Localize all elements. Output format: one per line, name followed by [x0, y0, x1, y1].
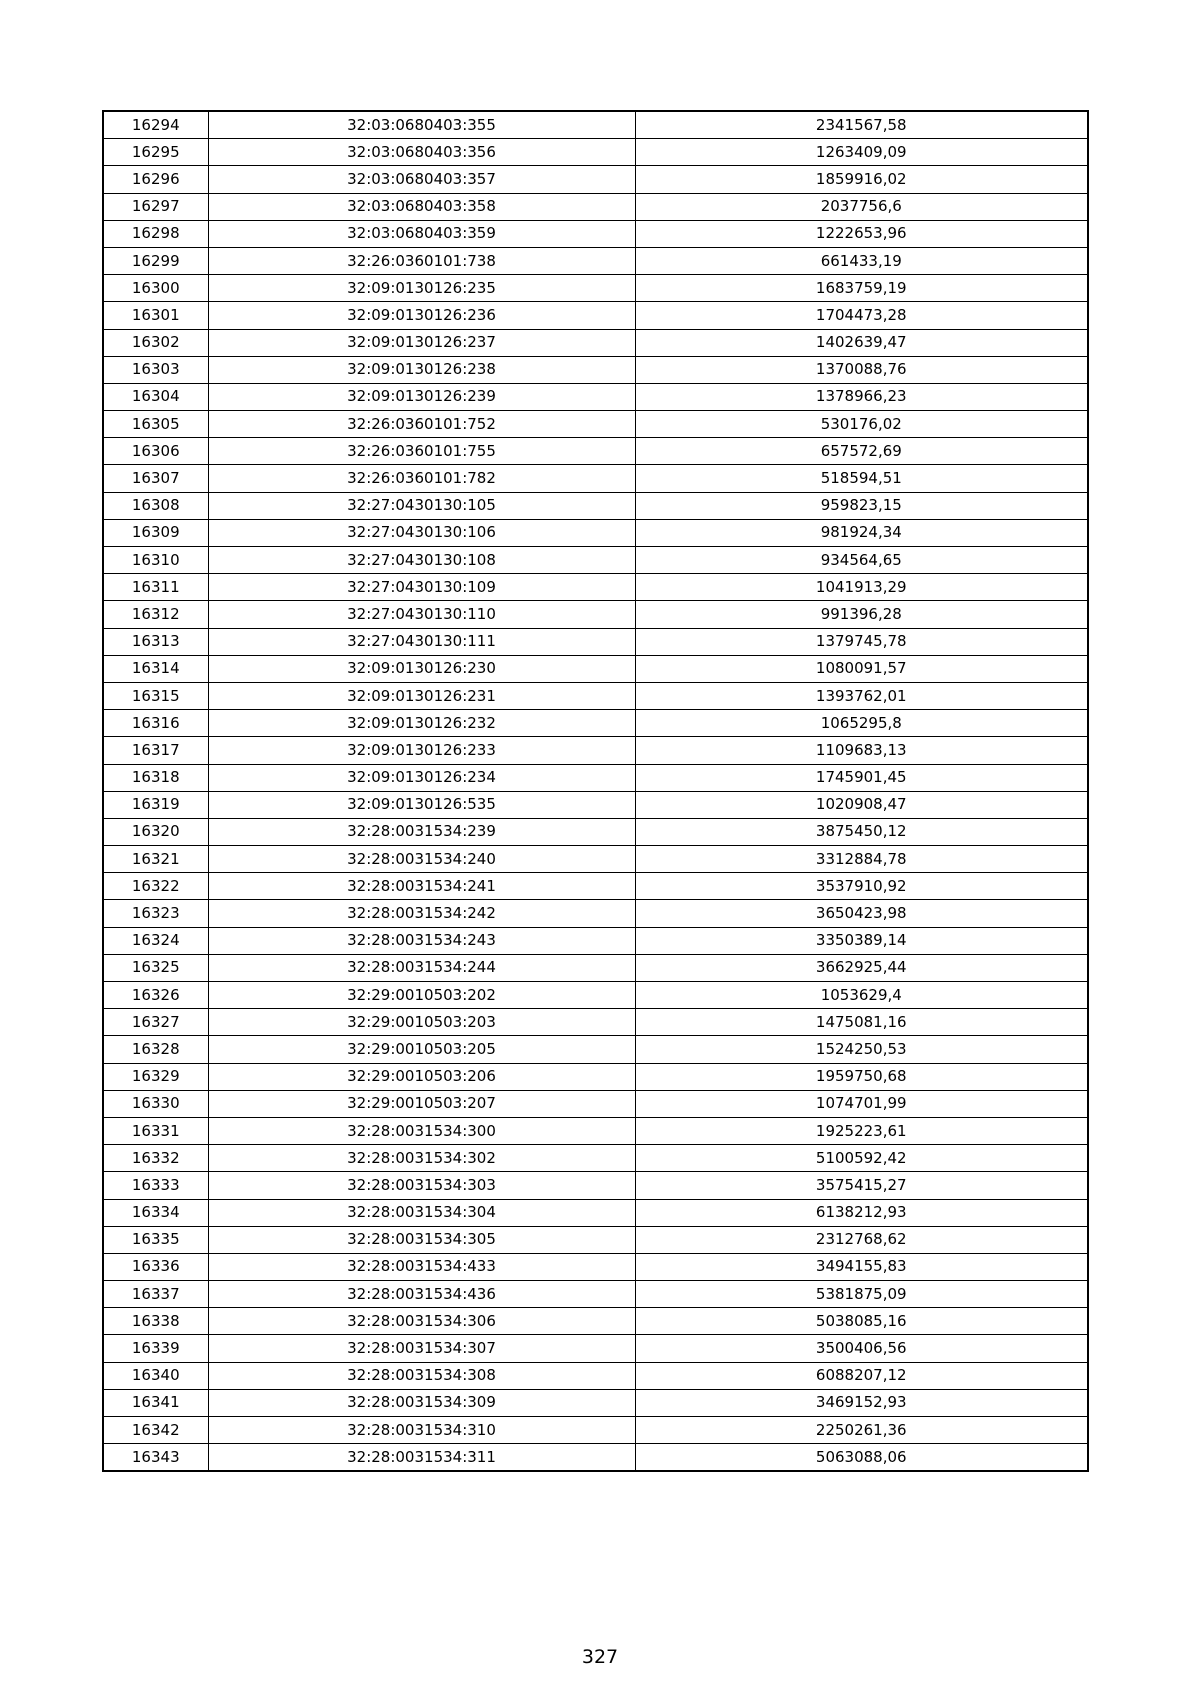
table-row [103, 1389, 1088, 1416]
row-number-cell: 16308 [103, 492, 208, 519]
value-cell: 1074701,99 [635, 1090, 1088, 1117]
table-row [103, 1036, 1088, 1063]
value-cell: 1745901,45 [635, 764, 1088, 791]
cadastral-number-cell: 32:28:0031534:306 [208, 1308, 635, 1335]
cadastral-number-cell: 32:28:0031534:242 [208, 900, 635, 927]
table-row [103, 275, 1088, 302]
row-number-cell: 16328 [103, 1036, 208, 1063]
value-cell: 6088207,12 [635, 1362, 1088, 1389]
value-cell: 1475081,16 [635, 1009, 1088, 1036]
row-number-cell: 16338 [103, 1308, 208, 1335]
cadastral-number-cell: 32:26:0360101:738 [208, 247, 635, 274]
cadastral-number-cell: 32:03:0680403:357 [208, 166, 635, 193]
value-cell: 3350389,14 [635, 927, 1088, 954]
cadastral-number-cell: 32:29:0010503:206 [208, 1063, 635, 1090]
value-cell: 2037756,6 [635, 193, 1088, 220]
cadastral-number-cell: 32:29:0010503:203 [208, 1009, 635, 1036]
row-number-cell: 16337 [103, 1281, 208, 1308]
cadastral-number-cell: 32:29:0010503:207 [208, 1090, 635, 1117]
table-row [103, 764, 1088, 791]
value-cell: 5063088,06 [635, 1444, 1088, 1472]
cadastral-number-cell: 32:26:0360101:782 [208, 465, 635, 492]
value-cell: 1683759,19 [635, 275, 1088, 302]
table-row [103, 1308, 1088, 1335]
table-body [103, 111, 1088, 1471]
row-number-cell: 16316 [103, 710, 208, 737]
row-number-cell: 16320 [103, 818, 208, 845]
value-cell: 1524250,53 [635, 1036, 1088, 1063]
row-number-cell: 16298 [103, 220, 208, 247]
table-row [103, 519, 1088, 546]
value-cell: 959823,15 [635, 492, 1088, 519]
table-row [103, 1335, 1088, 1362]
table-row [103, 655, 1088, 682]
value-cell: 518594,51 [635, 465, 1088, 492]
row-number-cell: 16312 [103, 601, 208, 628]
cadastral-number-cell: 32:28:0031534:244 [208, 954, 635, 981]
value-cell: 5100592,42 [635, 1145, 1088, 1172]
row-number-cell: 16322 [103, 873, 208, 900]
cadastral-number-cell: 32:09:0130126:233 [208, 737, 635, 764]
cadastral-number-cell: 32:28:0031534:303 [208, 1172, 635, 1199]
value-cell: 3662925,44 [635, 954, 1088, 981]
table-row [103, 1009, 1088, 1036]
value-cell: 3500406,56 [635, 1335, 1088, 1362]
cadastral-number-cell: 32:28:0031534:310 [208, 1417, 635, 1444]
value-cell: 6138212,93 [635, 1199, 1088, 1226]
value-cell: 1065295,8 [635, 710, 1088, 737]
table-row [103, 302, 1088, 329]
row-number-cell: 16299 [103, 247, 208, 274]
cadastral-number-cell: 32:27:0430130:109 [208, 574, 635, 601]
cadastral-number-cell: 32:28:0031534:241 [208, 873, 635, 900]
table-row [103, 873, 1088, 900]
row-number-cell: 16301 [103, 302, 208, 329]
row-number-cell: 16296 [103, 166, 208, 193]
value-cell: 1370088,76 [635, 356, 1088, 383]
table-row [103, 1172, 1088, 1199]
table-row [103, 818, 1088, 845]
row-number-cell: 16305 [103, 411, 208, 438]
row-number-cell: 16329 [103, 1063, 208, 1090]
table-row [103, 220, 1088, 247]
table-row [103, 329, 1088, 356]
value-cell: 3469152,93 [635, 1389, 1088, 1416]
cadastral-number-cell: 32:26:0360101:755 [208, 438, 635, 465]
value-cell: 5038085,16 [635, 1308, 1088, 1335]
row-number-cell: 16342 [103, 1417, 208, 1444]
value-cell: 1393762,01 [635, 682, 1088, 709]
row-number-cell: 16317 [103, 737, 208, 764]
value-cell: 3312884,78 [635, 846, 1088, 873]
row-number-cell: 16309 [103, 519, 208, 546]
table-row [103, 193, 1088, 220]
cadastral-number-cell: 32:09:0130126:234 [208, 764, 635, 791]
value-cell: 3494155,83 [635, 1253, 1088, 1280]
table-row [103, 1226, 1088, 1253]
row-number-cell: 16326 [103, 982, 208, 1009]
cadastral-number-cell: 32:27:0430130:105 [208, 492, 635, 519]
table-row [103, 954, 1088, 981]
table-row [103, 1199, 1088, 1226]
table-row [103, 574, 1088, 601]
table-row [103, 1117, 1088, 1144]
table-row [103, 982, 1088, 1009]
value-cell: 1859916,02 [635, 166, 1088, 193]
value-cell: 5381875,09 [635, 1281, 1088, 1308]
row-number-cell: 16336 [103, 1253, 208, 1280]
value-cell: 1263409,09 [635, 139, 1088, 166]
cadastral-number-cell: 32:27:0430130:106 [208, 519, 635, 546]
row-number-cell: 16294 [103, 111, 208, 139]
row-number-cell: 16334 [103, 1199, 208, 1226]
row-number-cell: 16295 [103, 139, 208, 166]
cadastral-number-cell: 32:09:0130126:535 [208, 791, 635, 818]
table-row [103, 737, 1088, 764]
table-row [103, 1063, 1088, 1090]
table-row [103, 492, 1088, 519]
table-row [103, 1444, 1088, 1472]
cadastral-number-cell: 32:28:0031534:309 [208, 1389, 635, 1416]
cadastral-number-cell: 32:28:0031534:302 [208, 1145, 635, 1172]
row-number-cell: 16307 [103, 465, 208, 492]
cadastral-number-cell: 32:03:0680403:358 [208, 193, 635, 220]
value-cell: 3537910,92 [635, 873, 1088, 900]
row-number-cell: 16318 [103, 764, 208, 791]
cadastral-number-cell: 32:09:0130126:236 [208, 302, 635, 329]
cadastral-number-cell: 32:28:0031534:239 [208, 818, 635, 845]
cadastral-number-cell: 32:26:0360101:752 [208, 411, 635, 438]
cadastral-number-cell: 32:09:0130126:237 [208, 329, 635, 356]
value-cell: 1053629,4 [635, 982, 1088, 1009]
table-row [103, 628, 1088, 655]
row-number-cell: 16324 [103, 927, 208, 954]
value-cell: 2312768,62 [635, 1226, 1088, 1253]
row-number-cell: 16300 [103, 275, 208, 302]
table-row [103, 1145, 1088, 1172]
table-row [103, 547, 1088, 574]
table-row [103, 601, 1088, 628]
cadastral-number-cell: 32:29:0010503:205 [208, 1036, 635, 1063]
row-number-cell: 16315 [103, 682, 208, 709]
row-number-cell: 16325 [103, 954, 208, 981]
cadastral-number-cell: 32:03:0680403:356 [208, 139, 635, 166]
cadastral-number-cell: 32:09:0130126:239 [208, 383, 635, 410]
value-cell: 934564,65 [635, 547, 1088, 574]
row-number-cell: 16339 [103, 1335, 208, 1362]
row-number-cell: 16327 [103, 1009, 208, 1036]
value-cell: 3575415,27 [635, 1172, 1088, 1199]
row-number-cell: 16319 [103, 791, 208, 818]
value-cell: 3650423,98 [635, 900, 1088, 927]
row-number-cell: 16323 [103, 900, 208, 927]
value-cell: 1222653,96 [635, 220, 1088, 247]
cadastral-number-cell: 32:03:0680403:359 [208, 220, 635, 247]
table-row [103, 383, 1088, 410]
value-cell: 1020908,47 [635, 791, 1088, 818]
cadastral-number-cell: 32:09:0130126:230 [208, 655, 635, 682]
value-cell: 661433,19 [635, 247, 1088, 274]
table-row [103, 465, 1088, 492]
row-number-cell: 16343 [103, 1444, 208, 1472]
table-row [103, 1417, 1088, 1444]
cadastral-number-cell: 32:28:0031534:311 [208, 1444, 635, 1472]
row-number-cell: 16311 [103, 574, 208, 601]
cadastral-number-cell: 32:29:0010503:202 [208, 982, 635, 1009]
cadastral-number-cell: 32:28:0031534:436 [208, 1281, 635, 1308]
cadastral-number-cell: 32:09:0130126:232 [208, 710, 635, 737]
row-number-cell: 16304 [103, 383, 208, 410]
row-number-cell: 16313 [103, 628, 208, 655]
row-number-cell: 16331 [103, 1117, 208, 1144]
value-cell: 991396,28 [635, 601, 1088, 628]
table-row [103, 791, 1088, 818]
value-cell: 1959750,68 [635, 1063, 1088, 1090]
table-row [103, 1362, 1088, 1389]
row-number-cell: 16297 [103, 193, 208, 220]
row-number-cell: 16314 [103, 655, 208, 682]
row-number-cell: 16321 [103, 846, 208, 873]
table-row [103, 900, 1088, 927]
row-number-cell: 16302 [103, 329, 208, 356]
data-table [102, 110, 1089, 1472]
page-number: 327 [581, 1646, 619, 1668]
table-row [103, 111, 1088, 139]
table-row [103, 139, 1088, 166]
value-cell: 981924,34 [635, 519, 1088, 546]
cadastral-number-cell: 32:27:0430130:111 [208, 628, 635, 655]
cadastral-number-cell: 32:09:0130126:235 [208, 275, 635, 302]
row-number-cell: 16340 [103, 1362, 208, 1389]
value-cell: 530176,02 [635, 411, 1088, 438]
cadastral-number-cell: 32:09:0130126:231 [208, 682, 635, 709]
table-row [103, 927, 1088, 954]
row-number-cell: 16341 [103, 1389, 208, 1416]
cadastral-number-cell: 32:27:0430130:108 [208, 547, 635, 574]
cadastral-number-cell: 32:28:0031534:240 [208, 846, 635, 873]
table-row [103, 1281, 1088, 1308]
value-cell: 2341567,58 [635, 111, 1088, 139]
table-row [103, 1253, 1088, 1280]
value-cell: 1925223,61 [635, 1117, 1088, 1144]
cadastral-number-cell: 32:28:0031534:300 [208, 1117, 635, 1144]
cadastral-number-cell: 32:28:0031534:305 [208, 1226, 635, 1253]
table-row [103, 1090, 1088, 1117]
table-row [103, 710, 1088, 737]
value-cell: 1704473,28 [635, 302, 1088, 329]
cadastral-number-cell: 32:28:0031534:308 [208, 1362, 635, 1389]
table-row [103, 411, 1088, 438]
table-row [103, 438, 1088, 465]
cadastral-number-cell: 32:28:0031534:307 [208, 1335, 635, 1362]
value-cell: 2250261,36 [635, 1417, 1088, 1444]
value-cell: 657572,69 [635, 438, 1088, 465]
cadastral-number-cell: 32:28:0031534:243 [208, 927, 635, 954]
row-number-cell: 16330 [103, 1090, 208, 1117]
cadastral-number-cell: 32:03:0680403:355 [208, 111, 635, 139]
row-number-cell: 16303 [103, 356, 208, 383]
table-row [103, 166, 1088, 193]
table-row [103, 247, 1088, 274]
row-number-cell: 16335 [103, 1226, 208, 1253]
cadastral-number-cell: 32:27:0430130:110 [208, 601, 635, 628]
value-cell: 1379745,78 [635, 628, 1088, 655]
value-cell: 1041913,29 [635, 574, 1088, 601]
value-cell: 3875450,12 [635, 818, 1088, 845]
row-number-cell: 16332 [103, 1145, 208, 1172]
table-row [103, 356, 1088, 383]
value-cell: 1378966,23 [635, 383, 1088, 410]
value-cell: 1080091,57 [635, 655, 1088, 682]
cadastral-number-cell: 32:09:0130126:238 [208, 356, 635, 383]
table-row [103, 846, 1088, 873]
table-row [103, 682, 1088, 709]
cadastral-number-cell: 32:28:0031534:304 [208, 1199, 635, 1226]
value-cell: 1402639,47 [635, 329, 1088, 356]
value-cell: 1109683,13 [635, 737, 1088, 764]
cadastral-number-cell: 32:28:0031534:433 [208, 1253, 635, 1280]
row-number-cell: 16333 [103, 1172, 208, 1199]
row-number-cell: 16306 [103, 438, 208, 465]
row-number-cell: 16310 [103, 547, 208, 574]
